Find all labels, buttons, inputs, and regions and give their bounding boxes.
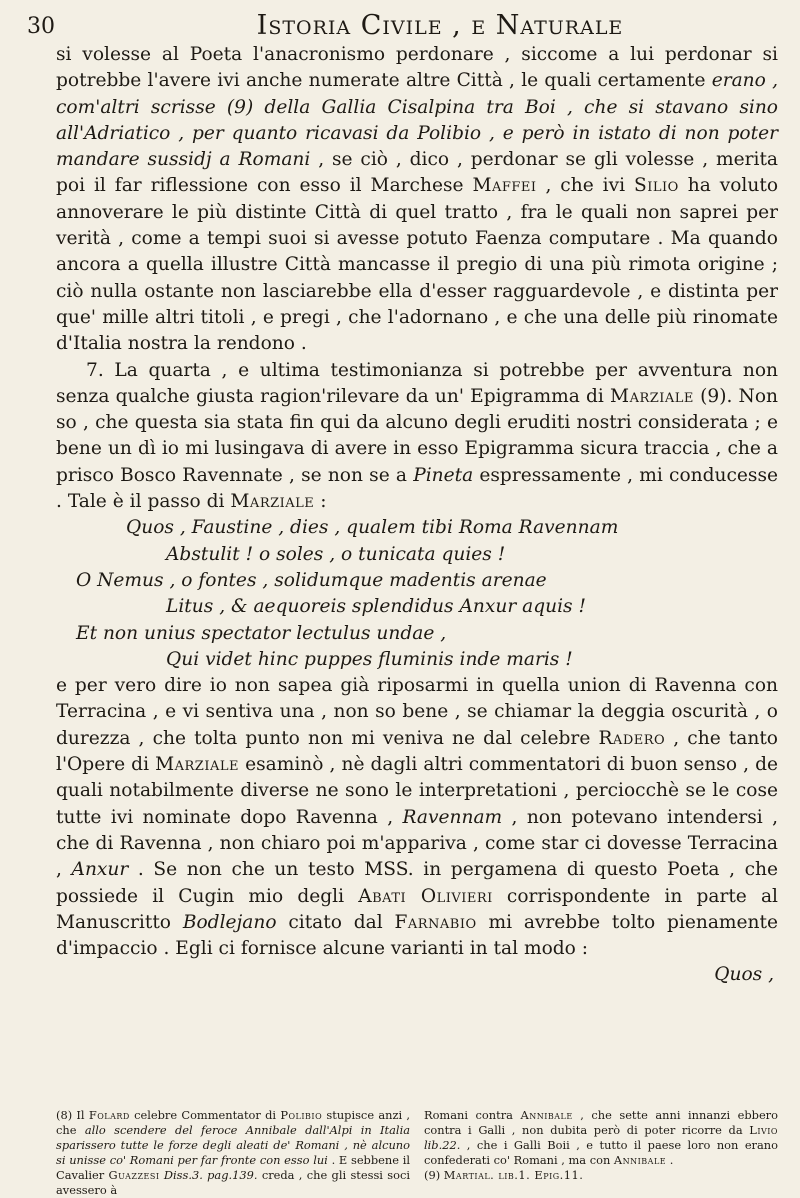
- text-run: citato dal: [276, 911, 395, 933]
- text-run: , che sette anni innanzi ebbero contra i Galli , non dubita però di poter ricorre da: [424, 1108, 778, 1137]
- name-silio: Silio: [633, 175, 679, 197]
- page-header: [22, 6, 778, 42]
- running-title: Istoria Civile , e Naturale: [256, 10, 624, 41]
- text-italic: erano , com'altri scrisse (9) della Gallia Cisalpina tra Boi , che si stavano sino all'Adriatico , per quanto ricavasi da Polibio , e però in istato di non poter mandare sussidj a Romani: [56, 70, 779, 171]
- name-annibale: Annibale: [520, 1108, 573, 1122]
- text-run: e per vero dire io non sapea già riposarmi in quella union di Ravenna con Terracina , e vi sentiva una , non so bene , se chiamar la deggia oscurità , o durezza , che tolta punto non mi veniva ne dal celebre: [56, 675, 778, 749]
- text-italic: Anxur: [71, 859, 129, 881]
- paragraph-2: [56, 358, 778, 516]
- text-run: creda , che gli stessi soci avessero à: [56, 1168, 410, 1197]
- verse-line: Qui videt hinc puppes fluminis inde maris !: [166, 648, 573, 670]
- footnotes: [56, 1108, 778, 1198]
- text-italic: Diss.3. pag.139.: [159, 1168, 258, 1182]
- text-run: , che ivi: [536, 175, 634, 197]
- text-run: (8) Il: [56, 1108, 89, 1122]
- verse-line: O Nemus , o fontes , solidumque madentis arenae: [76, 569, 547, 591]
- name-marziale: Marziale: [155, 754, 239, 776]
- text-italic: Pineta: [413, 464, 474, 486]
- text-run: , se ciò , dico , perdonar se gli volesse , merita poi il far riflessione con esso il Marchese: [56, 149, 779, 197]
- name-marziale: Marziale: [230, 491, 315, 513]
- footnote-column-left: [56, 1108, 410, 1198]
- main-text: [56, 42, 778, 989]
- text-run: si volesse al Poeta l'anacronismo perdonare , siccome a lui perdonar si potrebbe l'avere ivi anche numerate altre Città , le quali certamente: [56, 44, 778, 92]
- verse-line: Abstulit ! o soles , o tunicata quies !: [166, 543, 506, 565]
- verse-line: Et non unius spectator lectulus undae ,: [76, 622, 447, 644]
- text-run: , che tanto l'Opere di: [56, 727, 779, 776]
- text-run: .: [666, 1153, 674, 1167]
- name-maffei: Maffei: [472, 175, 537, 197]
- footnote-column-right: [424, 1108, 778, 1198]
- text-run: (9): [424, 1168, 444, 1182]
- text-run: ha voluto annoverare le più distinte Città di quel tratto , fra le quali non saprei per verità , come a tempi suoi si avesse potuto Faenza computare . Ma quando ancora a quella illustre Città mancasse il pregio di una più rimota origine ; ciò nulla ostante non lasciarebbe ella d'esser ragguardevole , e distinta per que' mille altri titoli , e pregi , che l'adornano , e che una delle più rinomate d'Italia nostra la rendono .: [56, 175, 779, 355]
- text-run: . Se non che un testo MSS. in pergamena di questo Poeta , che possiede il Cugin mio degli: [56, 859, 778, 907]
- epigram-verses: [56, 515, 778, 673]
- text-run: , che i Galli Boii , e tutto il paese loro non erano confederati co' Romani , ma con: [424, 1138, 778, 1167]
- catchword: Quos ,: [714, 964, 774, 986]
- name-folard: Folard: [88, 1108, 130, 1122]
- text-italic: Ravennam: [402, 806, 503, 828]
- verse-line: Litus , & aequoreis splendidus Anxur aquis !: [166, 596, 586, 618]
- text-italic: allo scendere del feroce Annibale dall'Alpi in Italia sparissero tutte le forze degli aleati de' Romani , nè alcuno si unisse co' Romani per far fronte con esso lui: [56, 1123, 411, 1167]
- name-olivieri: Abati Olivieri: [358, 885, 493, 907]
- verse-line: Quos , Faustine , dies , qualem tibi Roma Ravennam: [126, 517, 619, 539]
- text-italic: lib.22.: [424, 1138, 461, 1152]
- name-annibale: Annibale: [613, 1153, 667, 1167]
- text-run: stupisce anzi , che: [56, 1108, 410, 1137]
- footnote-citation: Martial. lib.1. Epig.11.: [443, 1168, 584, 1182]
- text-run: (9). Non so , che questa sia stata fin qui da alcuno degli eruditi nostri considerata ; e bene un dì io mi lusingava di avere in esso Epigramma sicura traccia , che a prisco Bosco Ravennate , se non se a: [56, 385, 778, 486]
- text-run: , non potevano intendersi , che di Ravenna , non chiaro poi m'appariva , come star ci dovesse Terracina ,: [56, 806, 778, 881]
- text-run: espressamente , mi conducesse . Tale è il passo di: [56, 464, 778, 513]
- name-polibio: Polibio: [280, 1108, 323, 1122]
- text-run: Romani contra: [424, 1108, 521, 1122]
- text-run: mi avrebbe tolto pienamente d'impaccio . Egli ci fornisce alcune varianti in tal modo :: [56, 911, 778, 960]
- name-radero: Radero: [598, 727, 666, 749]
- page-number: 30: [27, 14, 55, 39]
- text-run: corrispondente in parte al Manuscritto: [56, 885, 779, 933]
- text-run: :: [314, 491, 327, 513]
- text-run: 7. La quarta , e ultima testimonianza si potrebbe per avventura non senza qualche giusta ragion'rilevare da un' Epigramma di: [56, 359, 778, 407]
- text-italic: Bodlejano: [182, 911, 277, 933]
- name-guazzesi: Guazzesi: [108, 1168, 160, 1182]
- text-run: . E sebbene il Cavalier: [56, 1153, 410, 1182]
- text-run: celebre Commentator di: [129, 1108, 281, 1122]
- paragraph-1: [56, 42, 778, 358]
- name-livio: Livio: [749, 1123, 778, 1137]
- name-farnabio: Farnabio: [394, 911, 477, 933]
- name-marziale: Marziale: [610, 385, 694, 407]
- text-run: esaminò , nè dagli altri commentatori di buon senso , de quali notabilmente diverse ne sono le interpretationi , perciocchè se le cose tutte ivi nominate dopo Ravenna ,: [56, 754, 778, 828]
- paragraph-3: [56, 673, 778, 962]
